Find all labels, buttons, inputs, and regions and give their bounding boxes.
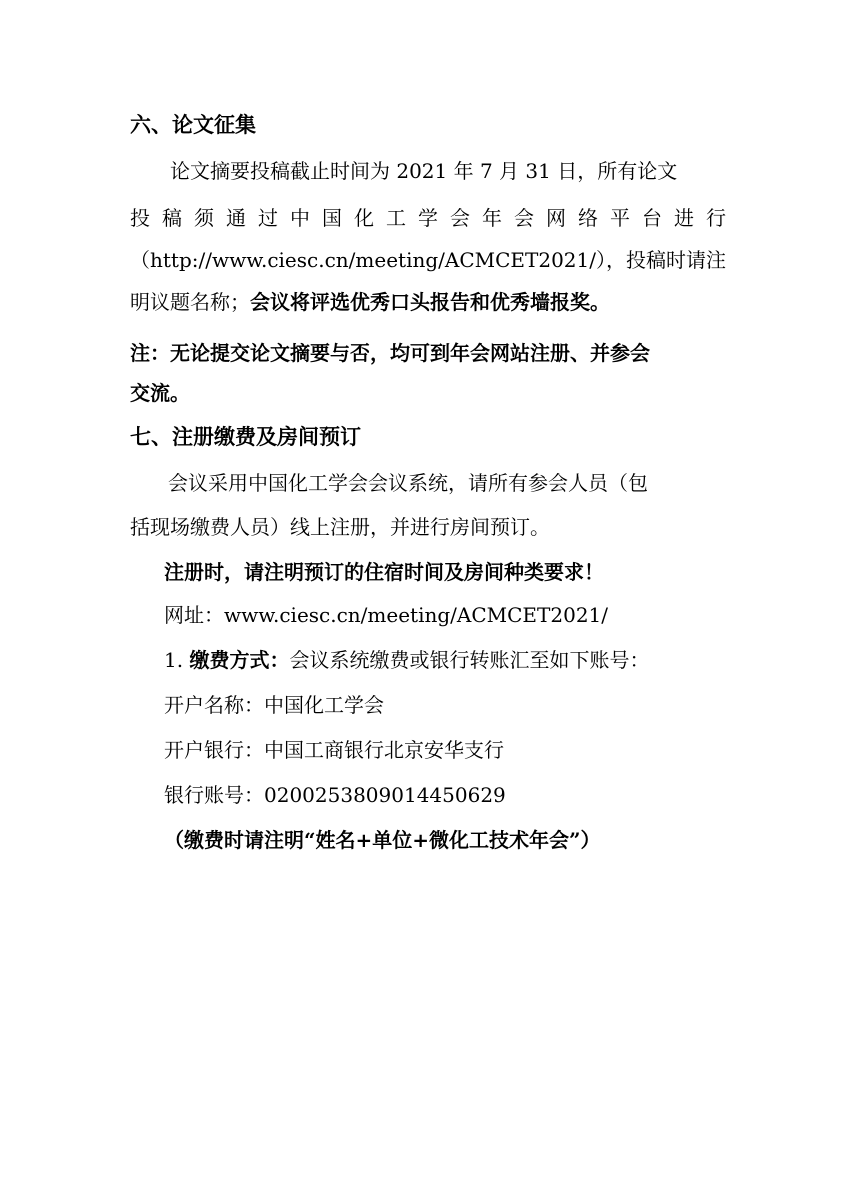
section-6-paragraph-line-3: （http://www.ciesc.cn/meeting/ACMCET2021/），投稿时请注 (130, 248, 726, 272)
section-6-note-line-1: 注：无论提交论文摘要与否，均可到年会网站注册、并参会 (130, 341, 650, 365)
payment-method-label: 缴费方式： (189, 648, 290, 672)
website-line: 网址：www.ciesc.cn/meeting/ACMCET2021/ (164, 603, 609, 627)
section-6-topic-note: 明议题名称； (130, 290, 250, 314)
section-7-paragraph-line-1: 会议采用中国化工学会会议系统，请所有参会人员（包 (168, 471, 648, 495)
payment-method-number: 1. (164, 648, 190, 672)
section-7-heading: 七、注册缴费及房间预订 (130, 424, 361, 449)
section-6-note-line-2: 交流。 (130, 381, 190, 405)
section-6-paragraph-line-1: 论文摘要投稿截止时间为 2021 年 7 月 31 日，所有论文 (170, 159, 678, 183)
registration-emphasis: 注册时，请注明预订的住宿时间及房间种类要求！ (164, 560, 604, 584)
payment-note-line: （缴费时请注明“姓名+单位+微化工技术年会”） (164, 828, 601, 852)
payment-method-text: 会议系统缴费或银行转账汇至如下账号： (289, 648, 650, 672)
section-6-award-note: 会议将评选优秀口头报告和优秀墙报奖。 (250, 290, 610, 314)
section-6-paragraph-line-4 (130, 287, 720, 317)
section-6-heading: 六、论文征集 (130, 112, 256, 137)
payment-method-line (164, 645, 720, 675)
section-6-paragraph-line-2: 投稿须通过中国化工学会年会网络平台进行 (130, 206, 738, 230)
account-number-line: 银行账号：0200253809014450629 (164, 783, 506, 807)
account-name-line: 开户名称：中国化工学会 (164, 693, 384, 717)
bank-line: 开户银行：中国工商银行北京安华支行 (164, 738, 504, 762)
section-7-paragraph-line-2: 括现场缴费人员）线上注册，并进行房间预订。 (130, 515, 550, 539)
